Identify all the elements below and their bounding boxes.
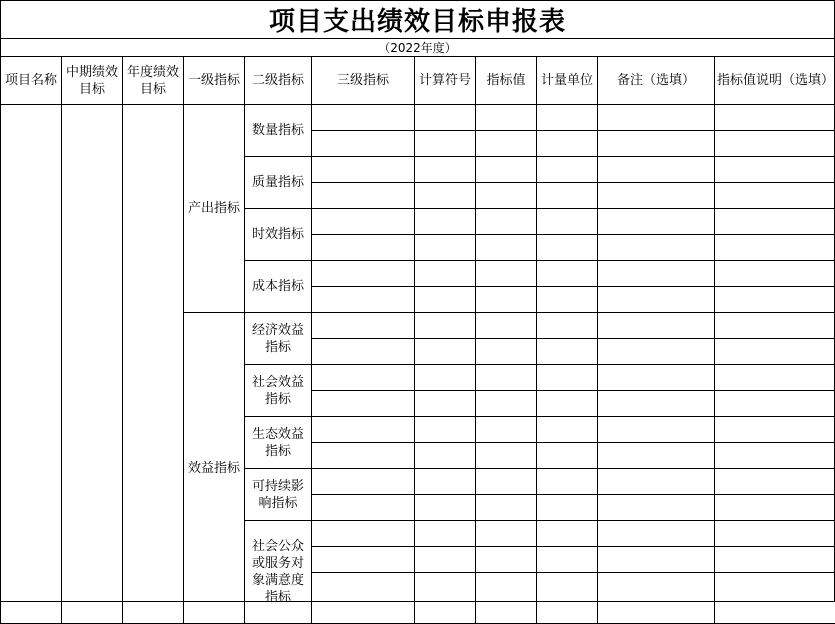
value-desc-cell[interactable]	[715, 365, 835, 391]
indicator-value-cell[interactable]	[476, 131, 537, 157]
value-desc-cell[interactable]	[715, 183, 835, 209]
calc-symbol-cell[interactable]	[415, 365, 476, 391]
value-desc-cell[interactable]	[715, 521, 835, 547]
calc-symbol-cell[interactable]	[415, 547, 476, 573]
level2-quantity: 数量指标	[245, 105, 312, 157]
unit-cell[interactable]	[537, 209, 598, 235]
header-indicator-value: 指标值	[476, 57, 537, 105]
unit-cell[interactable]	[537, 443, 598, 469]
calc-symbol-cell[interactable]	[415, 469, 476, 495]
value-desc-cell[interactable]	[715, 235, 835, 261]
header-remark: 备注（选填）	[598, 57, 715, 105]
unit-cell[interactable]	[537, 313, 598, 339]
calc-symbol-cell[interactable]	[415, 391, 476, 417]
calc-symbol-cell[interactable]	[415, 495, 476, 521]
level3-cell[interactable]	[312, 313, 415, 339]
value-desc-cell[interactable]	[715, 287, 835, 313]
level1-output: 产出指标	[184, 105, 245, 313]
level1-benefit: 效益指标	[184, 313, 245, 624]
calc-symbol-cell[interactable]	[415, 261, 476, 287]
level2-ecological: 生态效益指标	[245, 417, 312, 469]
remark-cell[interactable]	[598, 157, 715, 183]
unit-cell[interactable]	[537, 157, 598, 183]
level2-timeliness: 时效指标	[245, 209, 312, 261]
calc-symbol-cell[interactable]	[415, 287, 476, 313]
level3-cell[interactable]	[312, 235, 415, 261]
remark-cell[interactable]	[598, 313, 715, 339]
unit-cell[interactable]	[537, 521, 598, 547]
level3-cell[interactable]	[312, 443, 415, 469]
remark-cell[interactable]	[598, 469, 715, 495]
value-desc-cell[interactable]	[715, 547, 835, 573]
level2-satisfaction: 社会公众或服务对象满意度指标	[245, 521, 312, 624]
calc-symbol-cell[interactable]	[415, 105, 476, 131]
indicator-value-cell[interactable]	[476, 417, 537, 443]
level3-cell[interactable]	[312, 261, 415, 287]
remark-cell[interactable]	[598, 183, 715, 209]
calc-symbol-cell[interactable]	[415, 443, 476, 469]
level3-cell[interactable]	[312, 521, 415, 547]
header-unit: 计量单位	[537, 57, 598, 105]
level3-cell[interactable]	[312, 391, 415, 417]
calc-symbol-cell[interactable]	[415, 313, 476, 339]
performance-target-table	[0, 56, 835, 624]
value-desc-cell[interactable]	[715, 443, 835, 469]
level2-cost: 成本指标	[245, 261, 312, 313]
calc-symbol-cell[interactable]	[415, 573, 476, 624]
level2-quality: 质量指标	[245, 157, 312, 209]
unit-cell[interactable]	[537, 287, 598, 313]
remark-cell[interactable]	[598, 365, 715, 391]
level3-cell[interactable]	[312, 287, 415, 313]
calc-symbol-cell[interactable]	[415, 157, 476, 183]
unit-cell[interactable]	[537, 261, 598, 287]
indicator-value-cell[interactable]	[476, 209, 537, 235]
header-value-desc: 指标值说明（选填）	[715, 57, 835, 105]
unit-cell[interactable]	[537, 131, 598, 157]
level3-cell[interactable]	[312, 417, 415, 443]
indicator-value-cell[interactable]	[476, 365, 537, 391]
level3-cell[interactable]	[312, 105, 415, 131]
level2-economic: 经济效益指标	[245, 313, 312, 365]
remark-cell[interactable]	[598, 131, 715, 157]
unit-cell[interactable]	[537, 495, 598, 521]
remark-cell[interactable]	[598, 547, 715, 573]
unit-cell[interactable]	[537, 365, 598, 391]
header-level1: 一级指标	[184, 57, 245, 105]
header-row	[1, 57, 835, 105]
header-level3: 三级指标	[312, 57, 415, 105]
calc-symbol-cell[interactable]	[415, 417, 476, 443]
unit-cell[interactable]	[537, 235, 598, 261]
calc-symbol-cell[interactable]	[415, 131, 476, 157]
value-desc-cell[interactable]	[715, 469, 835, 495]
unit-cell[interactable]	[537, 105, 598, 131]
indicator-value-cell[interactable]	[476, 235, 537, 261]
unit-cell[interactable]	[537, 469, 598, 495]
remark-cell[interactable]	[598, 105, 715, 131]
year-label: （2022年度）	[0, 38, 835, 56]
value-desc-cell[interactable]	[715, 261, 835, 287]
indicator-value-cell[interactable]	[476, 261, 537, 287]
indicator-value-cell[interactable]	[476, 391, 537, 417]
value-desc-cell[interactable]	[715, 573, 835, 624]
unit-cell[interactable]	[537, 391, 598, 417]
value-desc-cell[interactable]	[715, 131, 835, 157]
level3-cell[interactable]	[312, 547, 415, 573]
indicator-value-cell[interactable]	[476, 443, 537, 469]
indicator-value-cell[interactable]	[476, 547, 537, 573]
calc-symbol-cell[interactable]	[415, 183, 476, 209]
level3-cell[interactable]	[312, 183, 415, 209]
calc-symbol-cell[interactable]	[415, 521, 476, 547]
table-row	[1, 105, 835, 131]
project-name-cell[interactable]	[1, 105, 62, 624]
remark-cell[interactable]	[598, 521, 715, 547]
calc-symbol-cell[interactable]	[415, 339, 476, 365]
value-desc-cell[interactable]	[715, 313, 835, 339]
value-desc-cell[interactable]	[715, 391, 835, 417]
value-desc-cell[interactable]	[715, 417, 835, 443]
value-desc-cell[interactable]	[715, 105, 835, 131]
unit-cell[interactable]	[537, 573, 598, 624]
header-annual-goal: 年度绩效目标	[123, 57, 184, 105]
remark-cell[interactable]	[598, 391, 715, 417]
indicator-value-cell[interactable]	[476, 313, 537, 339]
unit-cell[interactable]	[537, 339, 598, 365]
remark-cell[interactable]	[598, 443, 715, 469]
level3-cell[interactable]	[312, 469, 415, 495]
indicator-value-cell[interactable]	[476, 521, 537, 547]
level2-social: 社会效益指标	[245, 365, 312, 417]
indicator-value-cell[interactable]	[476, 469, 537, 495]
value-desc-cell[interactable]	[715, 209, 835, 235]
header-project-name: 项目名称	[1, 57, 62, 105]
header-level2: 二级指标	[245, 57, 312, 105]
remark-cell[interactable]	[598, 495, 715, 521]
indicator-value-cell[interactable]	[476, 287, 537, 313]
unit-cell[interactable]	[537, 417, 598, 443]
level2-sustainable: 可持续影响指标	[245, 469, 312, 521]
indicator-value-cell[interactable]	[476, 495, 537, 521]
indicator-value-cell[interactable]	[476, 183, 537, 209]
unit-cell[interactable]	[537, 547, 598, 573]
remark-cell[interactable]	[598, 573, 715, 624]
header-calc-symbol: 计算符号	[415, 57, 476, 105]
indicator-value-cell[interactable]	[476, 339, 537, 365]
value-desc-cell[interactable]	[715, 495, 835, 521]
indicator-value-cell[interactable]	[476, 105, 537, 131]
unit-cell[interactable]	[537, 183, 598, 209]
remark-cell[interactable]	[598, 339, 715, 365]
level3-cell[interactable]	[312, 495, 415, 521]
level3-cell[interactable]	[312, 365, 415, 391]
level3-cell[interactable]	[312, 131, 415, 157]
remark-cell[interactable]	[598, 235, 715, 261]
annual-goal-cell[interactable]	[123, 105, 184, 624]
level3-cell[interactable]	[312, 209, 415, 235]
remark-cell[interactable]	[598, 261, 715, 287]
remark-cell[interactable]	[598, 209, 715, 235]
level3-cell[interactable]	[312, 573, 415, 624]
indicator-value-cell[interactable]	[476, 573, 537, 624]
remark-cell[interactable]	[598, 417, 715, 443]
level3-cell[interactable]	[312, 339, 415, 365]
level3-cell[interactable]	[312, 157, 415, 183]
form-title: 项目支出绩效目标申报表	[0, 0, 835, 38]
calc-symbol-cell[interactable]	[415, 235, 476, 261]
calc-symbol-cell[interactable]	[415, 209, 476, 235]
indicator-value-cell[interactable]	[476, 157, 537, 183]
remark-cell[interactable]	[598, 287, 715, 313]
header-mid-term-goal: 中期绩效目标	[62, 57, 123, 105]
value-desc-cell[interactable]	[715, 339, 835, 365]
value-desc-cell[interactable]	[715, 157, 835, 183]
mid-term-goal-cell[interactable]	[62, 105, 123, 624]
